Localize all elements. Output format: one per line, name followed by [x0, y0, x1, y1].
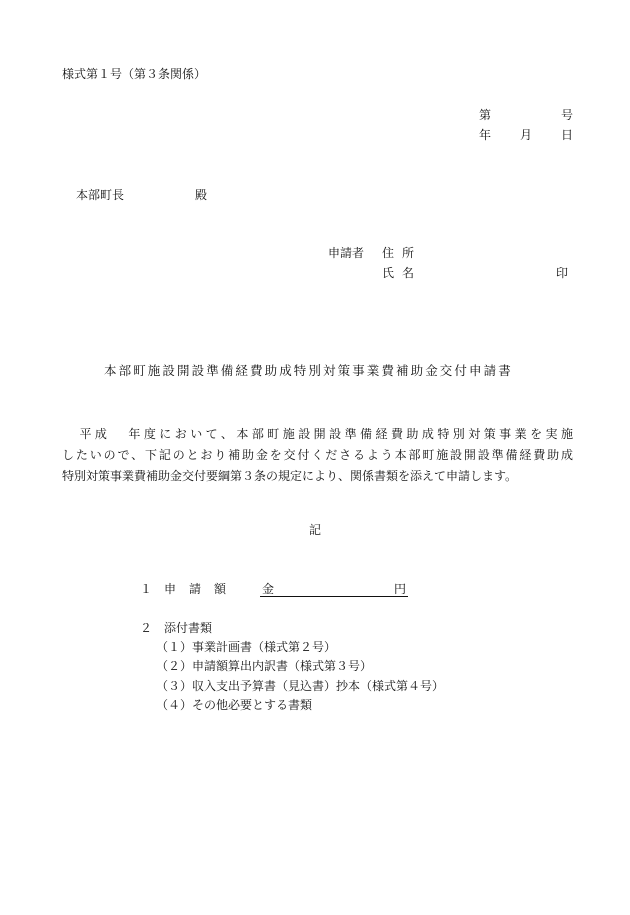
applicant-label: 申請者	[328, 246, 365, 260]
attachment-item: （４）その他必要とする書類	[156, 698, 313, 712]
applicant-address-label: 住所	[382, 246, 423, 260]
amount-prefix: 金	[262, 582, 275, 596]
applicant-name-label: 氏名	[382, 266, 423, 280]
body-line-1-text: 年度において、本部町施設開設準備経費助成特別対策事業を実施	[128, 427, 573, 441]
era-label: 平成	[76, 427, 111, 441]
date-year-label: 年	[479, 128, 492, 142]
item-1-label: 申請額	[164, 582, 240, 596]
attachment-item: （２）申請額算出内訳書（様式第３号）	[156, 659, 373, 673]
item-2-label: 添付書類	[164, 621, 213, 635]
item-1-number: １	[140, 582, 153, 596]
form-number: 様式第１号（第３条関係）	[62, 67, 207, 81]
amount-suffix: 円	[393, 582, 406, 596]
ki-heading: 記	[309, 523, 322, 537]
item-2-number: ２	[140, 621, 153, 635]
body-line-2: したいので、下記のとおり補助金を交付くださるよう本部町施設開設準備経費助成	[62, 448, 573, 462]
addressee-honorific: 殿	[195, 188, 208, 202]
seal-mark: 印	[556, 266, 569, 280]
amount-field[interactable]	[260, 581, 408, 597]
date-day-label: 日	[561, 128, 574, 142]
body-paragraph	[62, 424, 573, 487]
doc-number-prefix: 第	[479, 108, 492, 122]
date-month-label: 月	[520, 128, 533, 142]
attachment-item: （３）収入支出予算書（見込書）抄本（様式第４号）	[156, 679, 445, 693]
body-line-1	[62, 424, 573, 445]
doc-number-suffix: 号	[561, 108, 574, 122]
body-line-3: 特別対策事業費補助金交付要綱第３条の規定により、関係書類を添えて申請します。	[62, 469, 518, 483]
attachment-item: （１）事業計画書（様式第２号）	[156, 640, 337, 654]
addressee-name: 本部町長	[76, 188, 125, 202]
document-title: 本部町施設開設準備経費助成特別対策事業費補助金交付申請書	[104, 363, 513, 378]
